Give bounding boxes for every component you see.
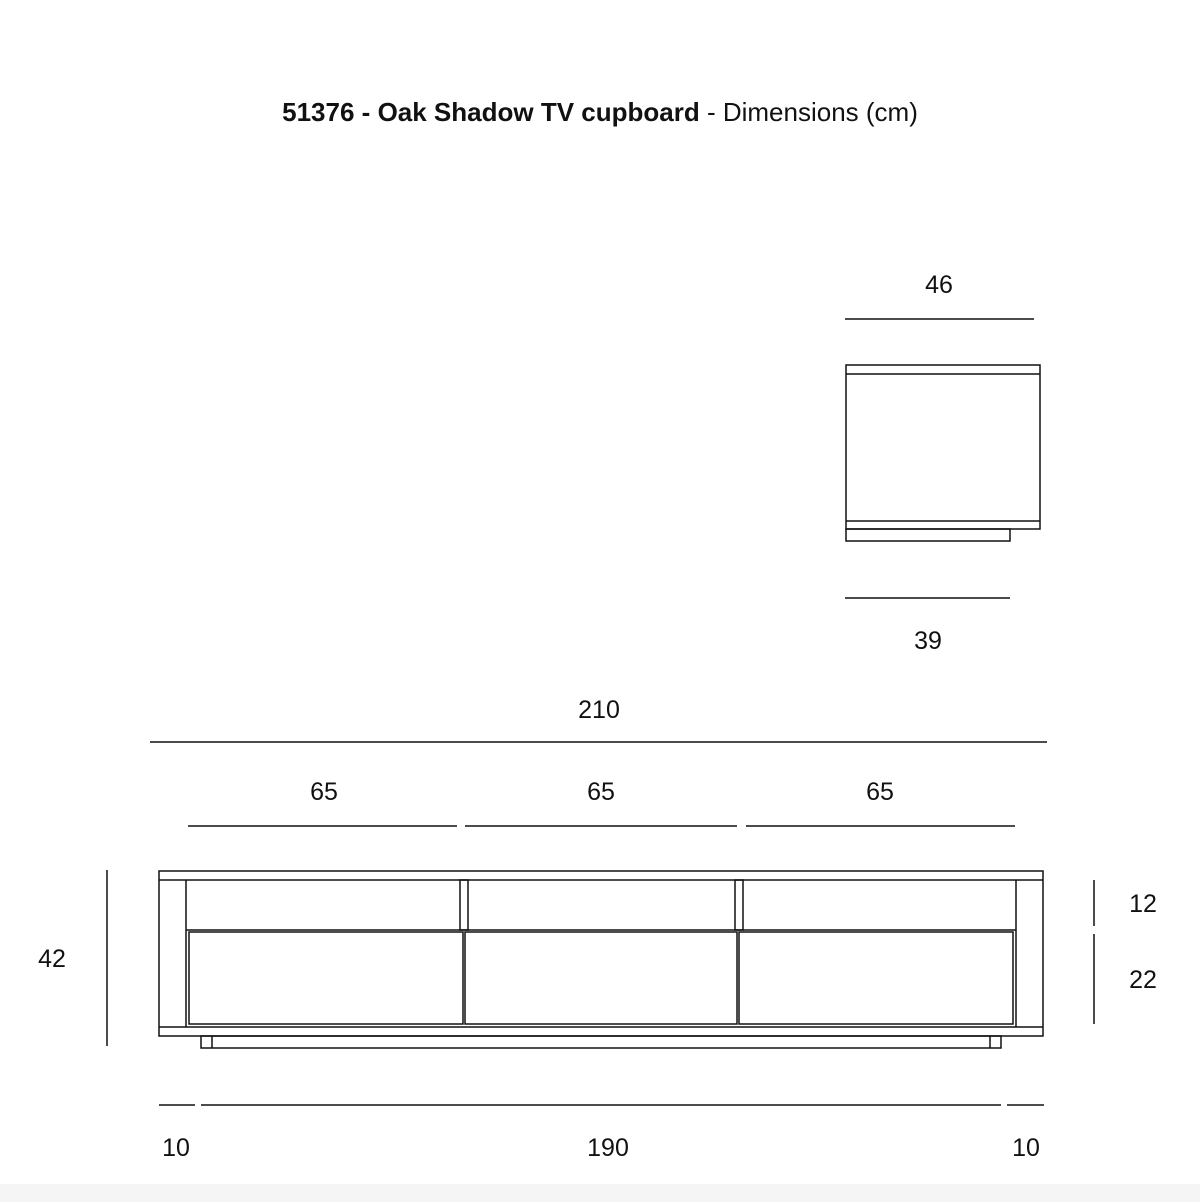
title-product-code: 51376 [282, 97, 355, 127]
title-product-name: Oak Shadow TV cupboard [377, 97, 700, 127]
plinth [201, 1036, 1001, 1048]
label-compartment-1: 65 [310, 778, 338, 806]
drawer-divider-2 [735, 880, 743, 930]
drawer-divider-1 [460, 880, 468, 930]
door-2 [465, 932, 737, 1024]
side-view-body [846, 365, 1040, 529]
title-separator: - [354, 97, 378, 127]
label-drawer-height: 12 [1129, 890, 1157, 918]
label-right-leg-offset: 10 [1012, 1134, 1040, 1162]
side-view-base [846, 529, 1010, 541]
label-bottom-depth: 39 [914, 627, 942, 655]
title-subtitle: Dimensions (cm) [722, 97, 918, 127]
label-top-depth: 46 [925, 271, 953, 299]
label-total-height: 42 [38, 945, 66, 973]
cabinet-outline [159, 871, 1043, 1036]
title-separator: - [699, 97, 723, 127]
label-compartment-2: 65 [587, 778, 615, 806]
footer-band [0, 1184, 1200, 1202]
side-view [845, 319, 1040, 598]
label-compartment-3: 65 [866, 778, 894, 806]
label-base-width: 190 [587, 1134, 629, 1162]
label-total-width: 210 [578, 696, 620, 724]
label-lower-height: 22 [1129, 966, 1157, 994]
door-3 [739, 932, 1013, 1024]
door-1 [189, 932, 463, 1024]
label-left-leg-offset: 10 [162, 1134, 190, 1162]
